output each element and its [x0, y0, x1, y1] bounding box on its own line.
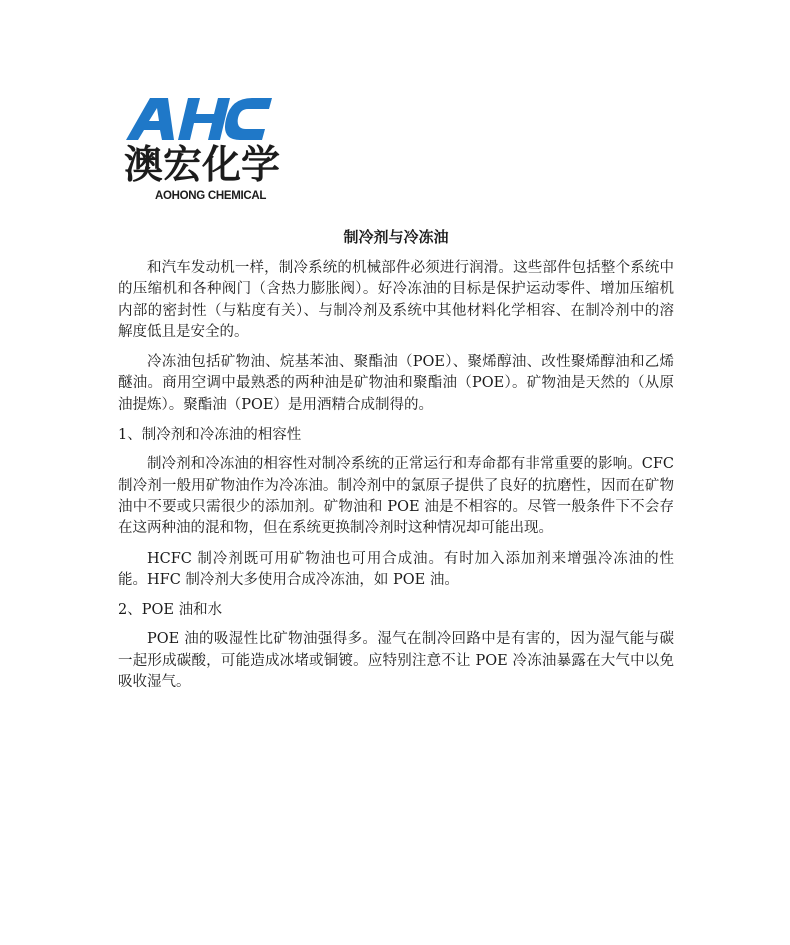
document-title: 制冷剂与冷冻油 — [343, 228, 449, 246]
logo-english-name: AOHONG CHEMICAL — [155, 190, 267, 202]
section1-paragraph: HCFC 制冷剂既可用矿物油也可用合成油。有时加入添加剂来增强冷冻油的性能。HFC 制冷剂大多使用合成冷冻油，如 POE 油。 — [118, 550, 674, 588]
section1-paragraph: 制冷剂和冷冻油的相容性对制冷系统的正常运行和寿命都有非常重要的影响。CFC 制冷剂一般用矿物油作为冷冻油。制冷剂中的氯原子提供了良好的抗磨性，因而在矿物油中不要或只需很少的添加剂。矿物油和 POE 油是不相容的。尽管一般条件下不会存在这两种油的混和物，但在系统更换制冷剂时这种情况却可能出现。 — [118, 456, 674, 537]
document-body — [118, 226, 674, 702]
section2-paragraph: POE 油的吸湿性比矿物油强得多。湿气在制冷回路中是有害的，因为湿气能与碳一起形成碳酸，可能造成冰堵或铜镀。应特别注意不让 POE 冷冻油暴露在大气中以免吸收湿气。 — [118, 631, 674, 691]
ahc-logo-mark — [120, 92, 280, 142]
intro-paragraph: 冷冻油包括矿物油、烷基苯油、聚酯油（POE）、聚烯醇油、改性聚烯醇油和乙烯醚油。商用空调中最熟悉的两种油是矿物油和聚酯油（POE）。矿物油是天然的（从原油提炼）。聚酯油（POE）是用酒精合成制得的。 — [118, 354, 674, 413]
section-heading-poe-water: 2、POE 油和水 — [118, 602, 223, 619]
section-heading-compatibility: 1、制冷剂和冷冻油的相容性 — [118, 427, 302, 444]
logo-chinese-name: 澳宏化学 — [124, 143, 281, 188]
intro-paragraph: 和汽车发动机一样，制冷系统的机械部件必须进行润滑。这些部件包括整个系统中的压缩机和各种阀门（含热力膨胀阀）。好冷冻油的目标是保护运动零件、增加压缩机内部的密封性（与粘度有关）、与制冷剂及系统中其他材料化学相容、在制冷剂中的溶解度低且是安全的。 — [118, 260, 674, 340]
